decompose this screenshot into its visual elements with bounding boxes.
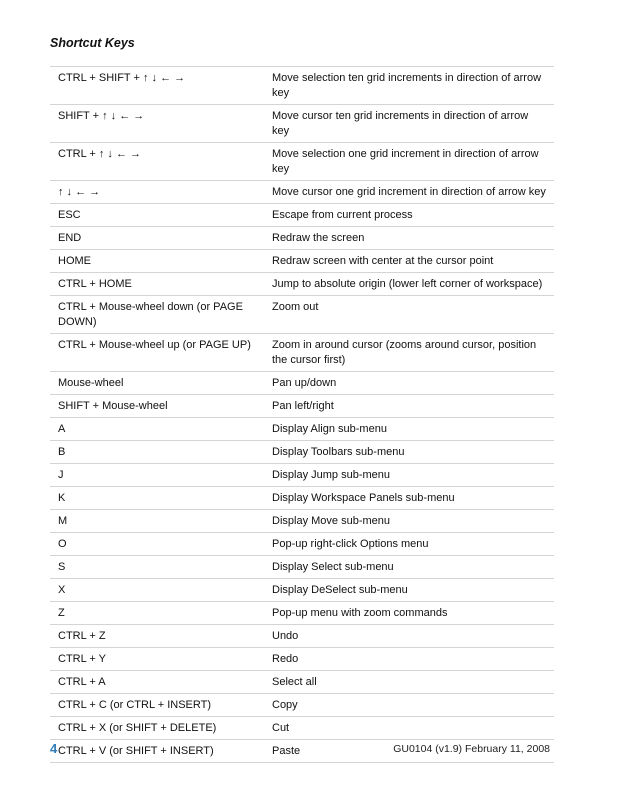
table-row bbox=[50, 250, 554, 273]
table-row bbox=[50, 204, 554, 227]
shortcut-key: CTRL + Mouse-wheel down (or PAGE DOWN) bbox=[50, 296, 264, 334]
shortcut-description: Pan up/down bbox=[264, 372, 554, 395]
shortcut-description: Cut bbox=[264, 717, 554, 740]
table-row bbox=[50, 105, 554, 143]
shortcut-description: Pan left/right bbox=[264, 395, 554, 418]
shortcut-key: ESC bbox=[50, 204, 264, 227]
table-row bbox=[50, 717, 554, 740]
table-row bbox=[50, 671, 554, 694]
shortcut-key: Z bbox=[50, 602, 264, 625]
shortcut-key: Mouse-wheel bbox=[50, 372, 264, 395]
shortcut-key: CTRL + Z bbox=[50, 625, 264, 648]
table-row bbox=[50, 395, 554, 418]
shortcut-key: CTRL + Y bbox=[50, 648, 264, 671]
shortcut-description: Jump to absolute origin (lower left corner of workspace) bbox=[264, 273, 554, 296]
shortcut-description: Copy bbox=[264, 694, 554, 717]
shortcut-key: CTRL + SHIFT + ↑ ↓ ← → bbox=[50, 67, 264, 105]
table-row bbox=[50, 464, 554, 487]
shortcut-description: Zoom out bbox=[264, 296, 554, 334]
shortcut-description: Redo bbox=[264, 648, 554, 671]
table-row bbox=[50, 143, 554, 181]
shortcut-key: CTRL + X (or SHIFT + DELETE) bbox=[50, 717, 264, 740]
shortcut-description: Undo bbox=[264, 625, 554, 648]
shortcut-description: Zoom in around cursor (zooms around cursor, position the cursor first) bbox=[264, 334, 554, 372]
table-row bbox=[50, 533, 554, 556]
shortcut-key: SHIFT + Mouse-wheel bbox=[50, 395, 264, 418]
shortcut-description: Pop-up menu with zoom commands bbox=[264, 602, 554, 625]
table-row bbox=[50, 556, 554, 579]
shortcut-key: CTRL + V (or SHIFT + INSERT) bbox=[50, 740, 264, 763]
table-row bbox=[50, 487, 554, 510]
shortcut-description: Move selection ten grid increments in direction of arrow key bbox=[264, 67, 554, 105]
shortcut-description: Display Align sub-menu bbox=[264, 418, 554, 441]
shortcut-description: Move cursor ten grid increments in direction of arrow key bbox=[264, 105, 554, 143]
shortcut-key: B bbox=[50, 441, 264, 464]
shortcut-description: Display Select sub-menu bbox=[264, 556, 554, 579]
shortcut-description: Redraw screen with center at the cursor point bbox=[264, 250, 554, 273]
shortcut-description: Pop-up right-click Options menu bbox=[264, 533, 554, 556]
shortcut-description: Display DeSelect sub-menu bbox=[264, 579, 554, 602]
shortcut-description: Move selection one grid increment in direction of arrow key bbox=[264, 143, 554, 181]
shortcut-description: Display Workspace Panels sub-menu bbox=[264, 487, 554, 510]
shortcut-description: Display Move sub-menu bbox=[264, 510, 554, 533]
shortcut-description: Select all bbox=[264, 671, 554, 694]
shortcut-description: Escape from current process bbox=[264, 204, 554, 227]
table-row bbox=[50, 67, 554, 105]
shortcut-description: Display Jump sub-menu bbox=[264, 464, 554, 487]
page-heading: Shortcut Keys bbox=[50, 36, 135, 50]
shortcut-key: J bbox=[50, 464, 264, 487]
shortcut-key: M bbox=[50, 510, 264, 533]
shortcut-key: S bbox=[50, 556, 264, 579]
shortcut-key: X bbox=[50, 579, 264, 602]
table-row bbox=[50, 579, 554, 602]
table-row bbox=[50, 334, 554, 372]
shortcut-table bbox=[50, 66, 554, 763]
shortcut-key: CTRL + A bbox=[50, 671, 264, 694]
table-row bbox=[50, 181, 554, 204]
shortcut-key: SHIFT + ↑ ↓ ← → bbox=[50, 105, 264, 143]
shortcut-description: Move cursor one grid increment in direction of arrow key bbox=[264, 181, 554, 204]
table-row bbox=[50, 625, 554, 648]
table-row bbox=[50, 227, 554, 250]
shortcut-key: CTRL + Mouse-wheel up (or PAGE UP) bbox=[50, 334, 264, 372]
shortcut-description: Redraw the screen bbox=[264, 227, 554, 250]
table-row bbox=[50, 510, 554, 533]
footer-page-number: 4 bbox=[50, 741, 58, 756]
shortcut-table-body bbox=[50, 67, 554, 763]
table-row bbox=[50, 296, 554, 334]
table-row bbox=[50, 372, 554, 395]
shortcut-key: O bbox=[50, 533, 264, 556]
table-row bbox=[50, 694, 554, 717]
shortcut-key: CTRL + ↑ ↓ ← → bbox=[50, 143, 264, 181]
shortcut-key: A bbox=[50, 418, 264, 441]
shortcut-key: HOME bbox=[50, 250, 264, 273]
table-row bbox=[50, 441, 554, 464]
shortcut-key: CTRL + HOME bbox=[50, 273, 264, 296]
shortcut-key: K bbox=[50, 487, 264, 510]
shortcut-key: CTRL + C (or CTRL + INSERT) bbox=[50, 694, 264, 717]
table-row bbox=[50, 273, 554, 296]
shortcut-description: Display Toolbars sub-menu bbox=[264, 441, 554, 464]
table-row bbox=[50, 602, 554, 625]
footer-document-info: GU0104 (v1.9) February 11, 2008 bbox=[393, 743, 550, 755]
shortcut-key: ↑ ↓ ← → bbox=[50, 181, 264, 204]
table-row bbox=[50, 418, 554, 441]
table-row bbox=[50, 648, 554, 671]
shortcut-description: Paste bbox=[264, 740, 554, 763]
shortcut-key: END bbox=[50, 227, 264, 250]
